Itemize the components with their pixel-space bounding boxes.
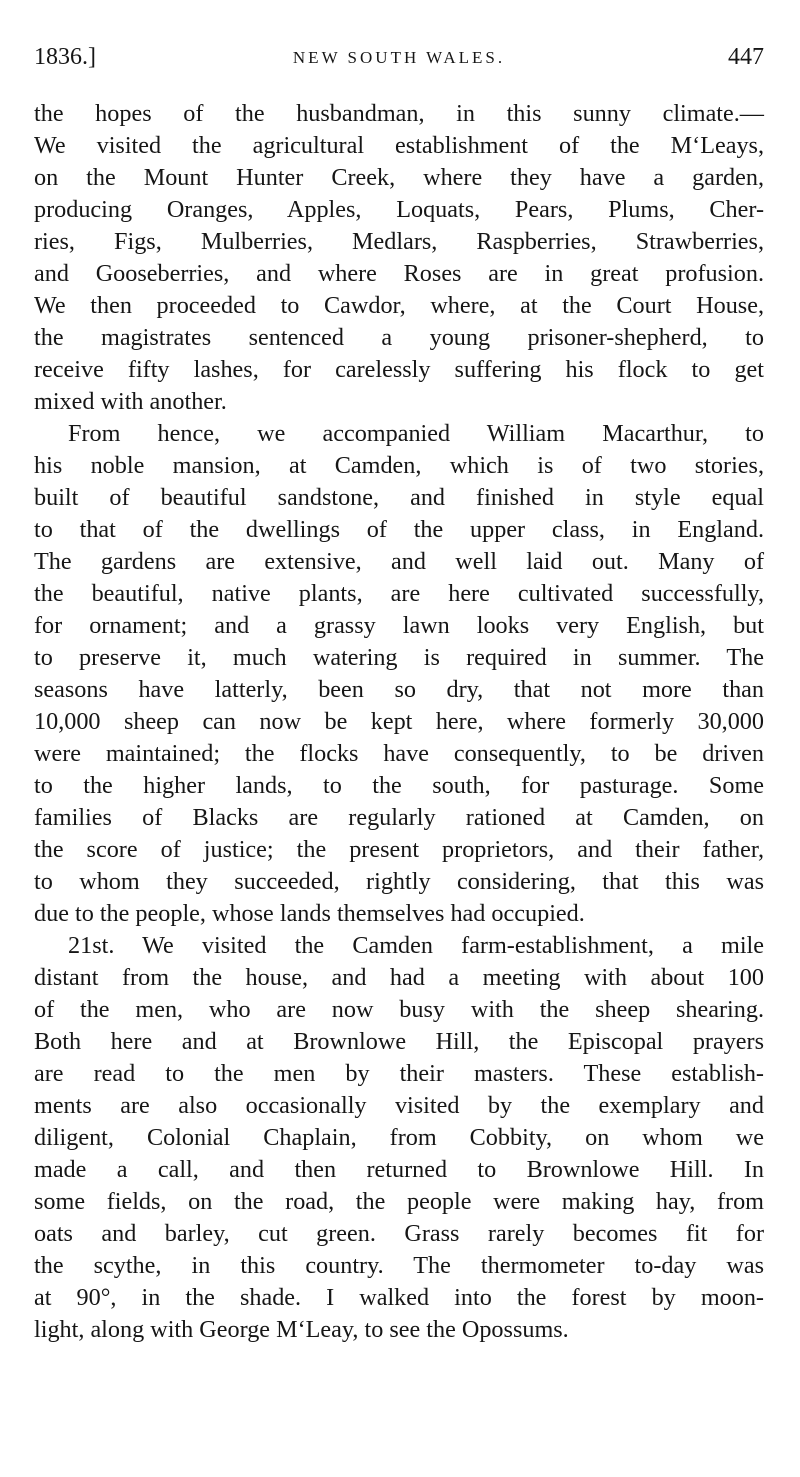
text-line: From hence, we accompanied William Macarthur, to — [68, 420, 764, 447]
body-text — [34, 98, 764, 1346]
text-line: the hopes of the husbandman, in this sunny climate.— — [34, 100, 764, 127]
text-line: of the men, who are now busy with the sheep shearing. — [34, 996, 764, 1023]
text-line: Both here and at Brownlowe Hill, the Episcopal prayers — [34, 1028, 764, 1055]
running-head — [34, 44, 764, 84]
text-line: distant from the house, and had a meeting with about 100 — [34, 964, 764, 991]
text-line: and Gooseberries, and where Roses are in great profusion. — [34, 260, 764, 287]
text-line: mixed with another. — [34, 388, 227, 415]
text-line: ments are also occasionally visited by the exemplary and — [34, 1092, 764, 1119]
running-head-year: 1836.] — [34, 44, 96, 70]
page-number: 447 — [728, 44, 764, 70]
text-line: ries, Figs, Mulberries, Medlars, Raspberries, Strawberries, — [34, 228, 764, 255]
text-line: to the higher lands, to the south, for pasturage. Some — [34, 772, 764, 799]
text-line: at 90°, in the shade. I walked into the forest by moon- — [34, 1284, 764, 1311]
text-line: diligent, Colonial Chaplain, from Cobbity, on whom we — [34, 1124, 764, 1151]
running-head-title: NEW SOUTH WALES. — [292, 48, 506, 67]
text-line: producing Oranges, Apples, Loquats, Pears, Plums, Cher- — [34, 196, 764, 223]
book-page — [34, 44, 764, 1346]
text-line: to whom they succeeded, rightly considering, that this was — [34, 868, 764, 895]
text-line: some fields, on the road, the people were making hay, from — [34, 1188, 764, 1215]
text-line: 10,000 sheep can now be kept here, where formerly 30,000 — [34, 708, 764, 735]
text-line: to that of the dwellings of the upper class, in England. — [34, 516, 764, 543]
text-line: to preserve it, much watering is required in summer. The — [34, 644, 764, 671]
text-line: The gardens are extensive, and well laid out. Many of — [34, 548, 764, 575]
text-line: for ornament; and a grassy lawn looks very English, but — [34, 612, 764, 639]
text-line: families of Blacks are regularly rationed at Camden, on — [34, 804, 764, 831]
text-line: 21st. We visited the Camden farm-establishment, a mile — [68, 932, 764, 959]
text-line: We then proceeded to Cawdor, where, at the Court House, — [34, 292, 764, 319]
text-line: made a call, and then returned to Brownlowe Hill. In — [34, 1156, 764, 1183]
text-line: on the Mount Hunter Creek, where they have a garden, — [34, 164, 764, 191]
text-line: were maintained; the flocks have consequently, to be driven — [34, 740, 764, 767]
text-line: We visited the agricultural establishment of the M‘Leays, — [34, 132, 764, 159]
text-line: seasons have latterly, been so dry, that not more than — [34, 676, 764, 703]
text-line: the magistrates sentenced a young prisoner-shepherd, to — [34, 324, 764, 351]
text-line: are read to the men by their masters. These establish- — [34, 1060, 764, 1087]
text-line: the scythe, in this country. The thermometer to-day was — [34, 1252, 764, 1279]
text-line: due to the people, whose lands themselves had occupied. — [34, 900, 585, 927]
text-line: oats and barley, cut green. Grass rarely becomes fit for — [34, 1220, 764, 1247]
text-line: the score of justice; the present proprietors, and their father, — [34, 836, 764, 863]
text-line: light, along with George M‘Leay, to see the Opossums. — [34, 1316, 569, 1343]
text-line: his noble mansion, at Camden, which is of two stories, — [34, 452, 764, 479]
text-line: built of beautiful sandstone, and finished in style equal — [34, 484, 764, 511]
text-line: receive fifty lashes, for carelessly suffering his flock to get — [34, 356, 764, 383]
text-line: the beautiful, native plants, are here cultivated successfully, — [34, 580, 764, 607]
